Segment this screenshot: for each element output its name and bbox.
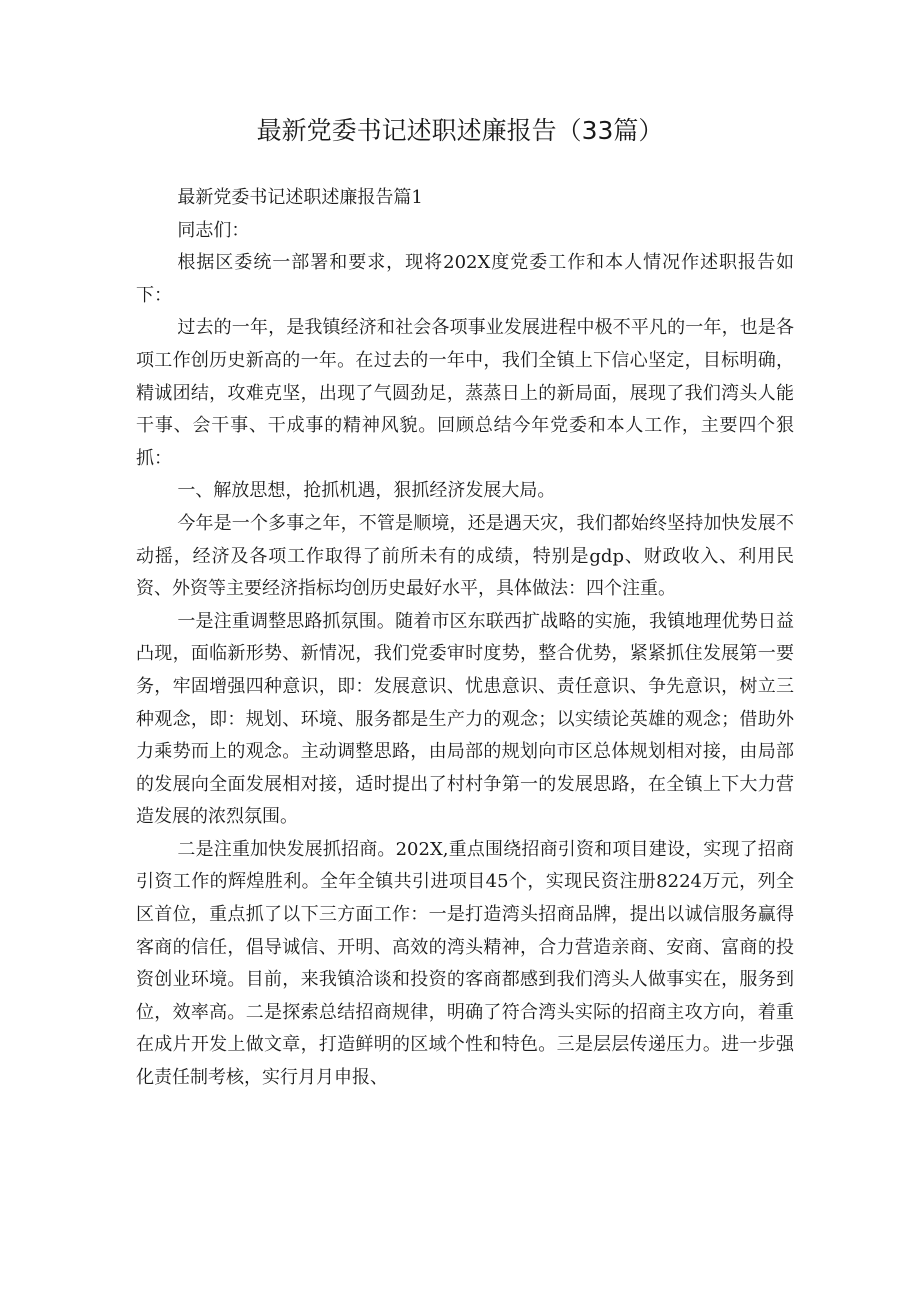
document-title: 最新党委书记述职述廉报告（33篇） — [256, 116, 664, 145]
paragraph: 今年是一个多事之年，不管是顺境，还是遇天灾，我们都始终坚持加快发展不动摇，经济及各项工作取得了前所未有的成绩，特别是gdp、财政收入、利用民资、外资等主要经济指标均创历史最好水平，具体做法：四个注重。 — [136, 512, 794, 600]
section-heading: 最新党委书记述职述廉报告篇1 — [177, 187, 423, 208]
paragraph: 根据区委统一部署和要求，现将202X度党委工作和本人情况作述职报告如下： — [136, 252, 794, 306]
document-body — [136, 182, 794, 1095]
paragraph: 过去的一年，是我镇经济和社会各项事业发展进程中极不平凡的一年，也是各项工作创历史新高的一年。在过去的一年中，我们全镇上下信心坚定，目标明确，精诚团结，攻难克坚，出现了气圆劲足，蒸蒸日上的新局面，展现了我们湾头人能干事、会干事、干成事的精神风貌。回顾总结今年党委和本人工作，主要四个狠抓： — [136, 317, 794, 469]
paragraph: 二是注重加快发展抓招商。202X,重点围绕招商引资和项目建设，实现了招商引资工作的辉煌胜利。全年全镇共引进项目45个，实现民资注册8224万元，列全区首位，重点抓了以下三方面工作：一是打造湾头招商品牌，提出以诚信服务赢得客商的信任，倡导诚信、开明、高效的湾头精神，合力营造亲商、安商、富商的投资创业环境。目前，来我镇洽谈和投资的客商都感到我们湾头人做事实在，服务到位，效率高。二是探索总结招商规律，明确了符合湾头实际的招商主攻方向，着重在成片开发上做文章，打造鲜明的区域个性和特色。三是层层传递压力。进一步强化责任制考核，实行月月申报、 — [136, 838, 794, 1089]
paragraph: 一是注重调整思路抓氛围。随着市区东联西扩战略的实施，我镇地理优势日益凸现，面临新形势、新情况，我们党委审时度势，整合优势，紧紧抓住发展第一要务，牢固增强四种意识，即：发展意识、忧患意识、责任意识、争先意识，树立三种观念，即：规划、环境、服务都是生产力的观念；以实绩论英雄的观念；借助外力乘势而上的观念。主动调整思路，由局部的规划向市区总体规划相对接，由局部的发展向全面发展相对接，适时提出了村村争第一的发展思路，在全镇上下大力营造发展的浓烈氛围。 — [136, 610, 794, 828]
paragraph: 一、解放思想，抢抓机遇，狠抓经济发展大局。 — [177, 480, 556, 502]
salutation: 同志们： — [177, 219, 250, 241]
